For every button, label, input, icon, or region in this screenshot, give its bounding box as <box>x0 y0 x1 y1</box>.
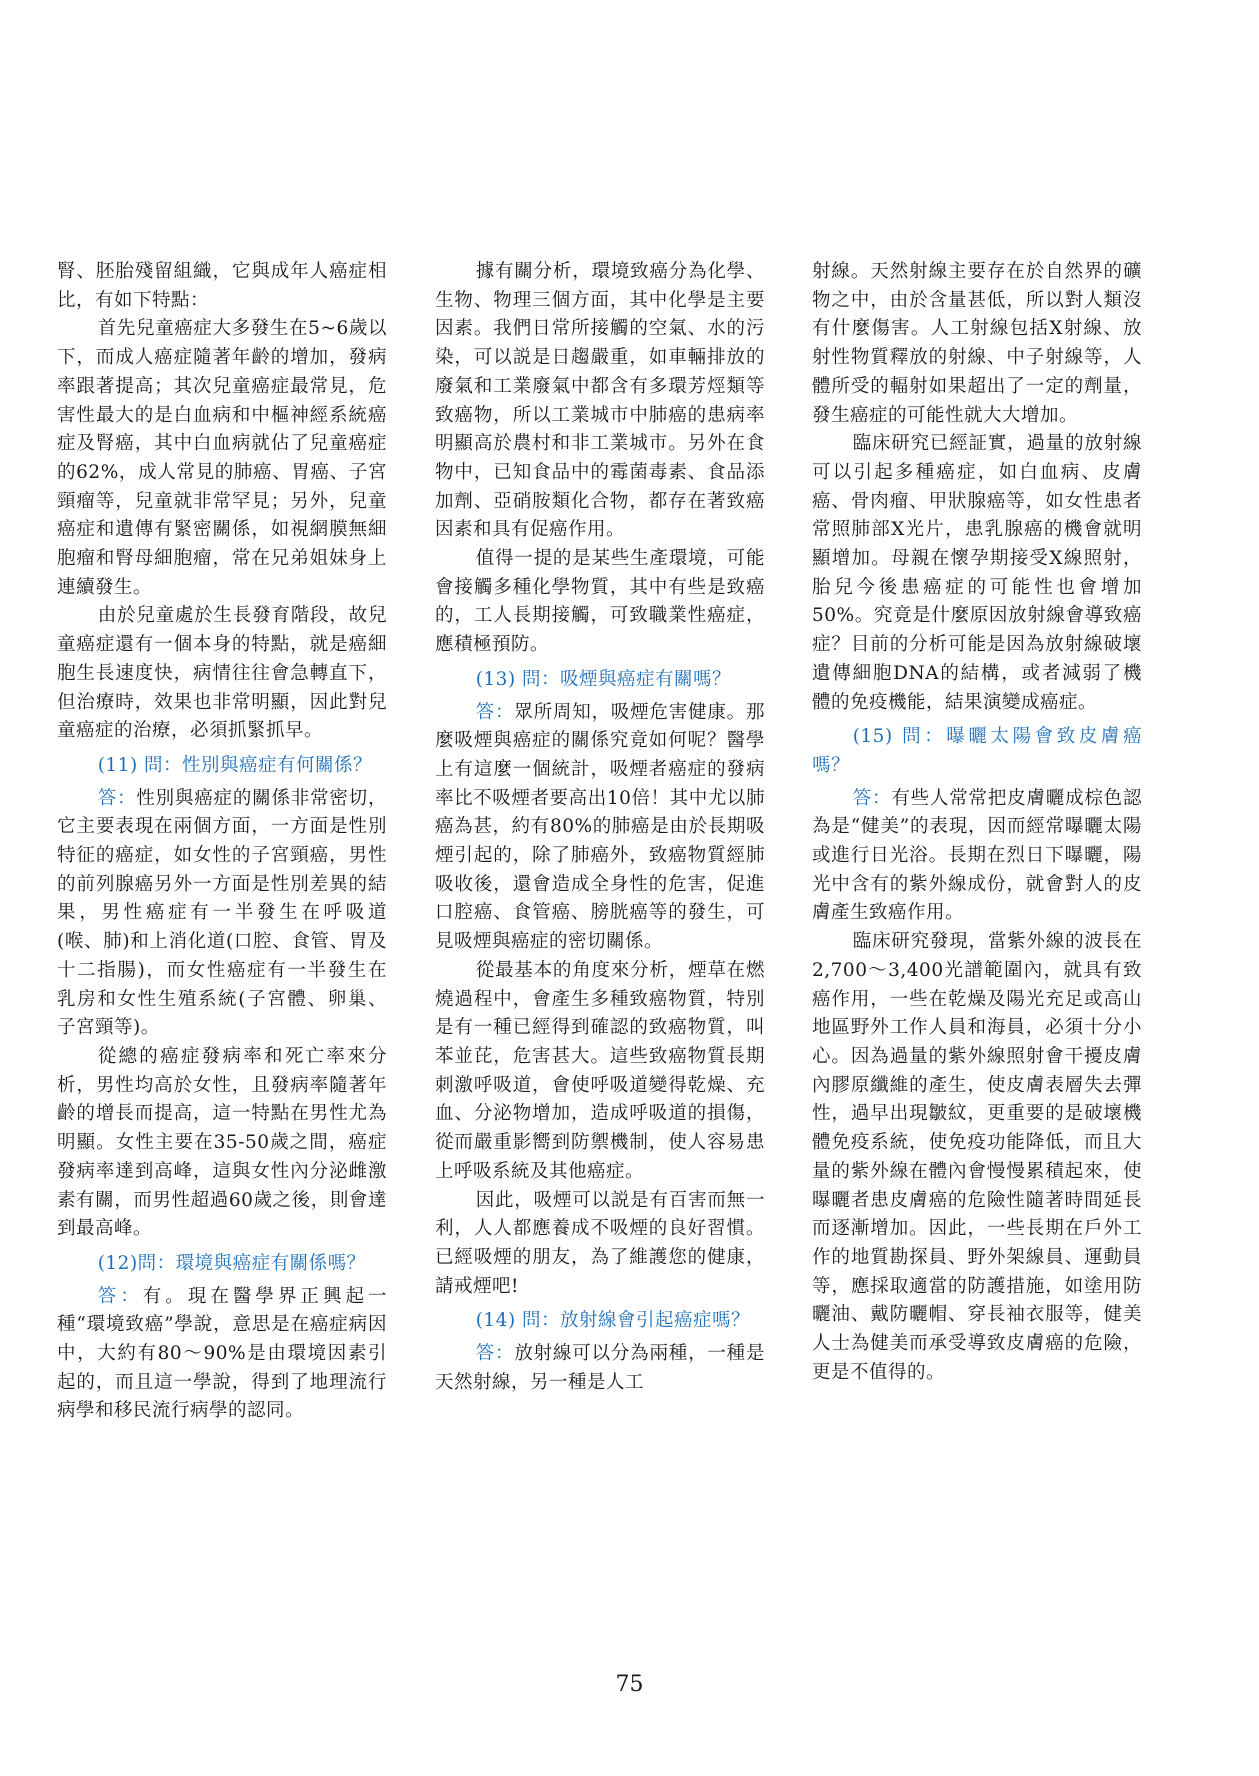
answer-text: 性別與癌症的關係非常密切，它主要表現在兩個方面，一方面是性別特征的癌症，如女性的子宮頸癌，男性的前列腺癌另外一方面是性別差異的結果，男性癌症有一半發生在呼吸道(喉、肺)和上消化道(口腔、食管、胃及十二指腸)，而女性癌症有一半發生在乳房和女性生殖系統(子宮體、卵巢、子宮頸等)。 <box>57 787 387 1039</box>
paragraph: 從最基本的角度來分析，煙草在燃燒過程中，會產生多種致癌物質，特別是有一種已經得到確認的致癌物質，叫苯並芘，危害甚大。這些致癌物質長期刺激呼吸道，會使呼吸道變得乾燥、充血、分泌物增加，造成呼吸道的損傷，從而嚴重影嚮到防禦機制，使人容易患上呼吸系統及其他癌症。 <box>435 959 765 1182</box>
paragraph: 據有關分析，環境致癌分為化學、生物、物理三個方面，其中化學是主要因素。我們日常所接觸的空氣、水的污染，可以説是日趨嚴重，如車輛排放的廢氣和工業廢氣中都含有多環芳烴類等致癌物，所以工業城市中肺癌的患病率明顯高於農村和非工業城市。另外在食物中，已知食品中的霉菌毒素、食品添加劑、亞硝胺類化合物，都存在著致癌因素和具有促癌作用。 <box>435 261 765 541</box>
paragraph: 射線。天然射線主要存在於自然界的礦物之中，由於含量甚低，所以對人類沒有什麼傷害。人工射線包括X射線、放射性物質釋放的射線、中子射線等，人體所受的輻射如果超出了一定的劑量，發生癌症的可能性就大大增加。 <box>812 261 1142 426</box>
answer-label: 答： <box>475 1343 515 1365</box>
question-heading-12: (12)問：環境與癌症有關係嗎？ <box>97 1252 366 1274</box>
text-column-1 <box>57 258 387 1426</box>
answer-paragraph-13 <box>435 699 765 957</box>
question-heading-11: (11) 問：性別與癌症有何關係？ <box>97 754 373 776</box>
paragraph: 因此，吸煙可以説是有百害而無一利，人人都應養成不吸煙的良好習慣。已經吸煙的朋友，為了維護您的健康，請戒煙吧! <box>435 1189 765 1297</box>
question-heading-15: (15) 問：曝曬太陽會致皮膚癌嗎？ <box>812 726 1142 776</box>
answer-text: 放射線可以分為兩種，一種是天然射線，另一種是人工 <box>435 1343 765 1393</box>
paragraph: 從總的癌症發病率和死亡率來分析，男性均高於女性，且發病率隨著年齡的增長而提高，這一特點在男性尤為明顯。女性主要在35-50歲之間，癌症發病率達到高峰，這與女性內分泌雌激素有關，而男性超過60歲之後，則會達到最高峰。 <box>57 1045 387 1240</box>
answer-label: 答： <box>852 787 892 809</box>
answer-text: 眾所周知，吸煙危害健康。那麼吸煙與癌症的關係究竟如何呢？醫學上有這麼一個統計，吸煙者癌症的發病率比不吸煙者要高出10倍！其中尤以肺癌為甚，約有80%的肺癌是由於長期吸煙引起的，除了肺癌外，致癌物質經肺吸收後，還會造成全身性的危害，促進口腔癌、食管癌、膀胱癌等的發生，可見吸煙與癌症的密切關係。 <box>435 701 765 953</box>
answer-paragraph-11 <box>57 785 387 1043</box>
paragraph: 臨床研究已經証實，過量的放射線可以引起多種癌症，如白血病、皮膚癌、骨肉瘤、甲狀腺癌等，如女性患者常照肺部X光片，患乳腺癌的機會就明顯增加。母親在懷孕期接受X線照射，胎兒今後患癌症的可能性也會增加50%。究竟是什麼原因放射線會導致癌症？目前的分析可能是因為放射線破壞遺傳細胞DNA的結構，或者減弱了機體的免疫機能，結果演變成癌症。 <box>812 433 1142 713</box>
paragraph: 臨床研究發現，當紫外線的波長在2,700～3,400光譜範圍內，就具有致癌作用，一些在乾燥及陽光充足或高山地區野外工作人員和海員，必須十分小心。因為過量的紫外線照射會干擾皮膚內膠原纖維的產生，使皮膚表層失去彈性，過早出現皺紋，更重要的是破壞機體免疫系統，使免疫功能降低，而且大量的紫外線在體內會慢慢累積起來，使曝曬者患皮膚癌的危險性隨著時間延長而逐漸增加。因此，一些長期在戶外工作的地質勘探員、野外架線員、運動員等，應採取適當的防護措施，如塗用防曬油、戴防曬帽、穿長袖衣服等，健美人士為健美而承受導致皮膚癌的危險，更是不值得的。 <box>812 931 1142 1383</box>
paragraph: 值得一提的是某些生產環境，可能會接觸多種化學物質，其中有些是致癌的，工人長期接觸，可致職業性癌症，應積極預防。 <box>435 548 765 656</box>
answer-text: 有。現在醫學界正興起一種“環境致癌”學說，意思是在癌症病因中，大約有80～90%是由環境因素引起的，而且這一學說，得到了地理流行病學和移民流行病學的認同。 <box>57 1285 387 1422</box>
answer-text: 有些人常常把皮膚曬成棕色認為是“健美”的表現，因而經常曝曬太陽或進行日光浴。長期在烈日下曝曬，陽光中含有的紫外線成份，就會對人的皮膚產生致癌作用。 <box>812 787 1142 924</box>
question-heading-14: (14) 問：放射線會引起癌症嗎？ <box>475 1310 751 1332</box>
text-column-3 <box>812 258 1142 1387</box>
page-number: 75 <box>615 1672 644 1697</box>
answer-label: 答： <box>97 787 137 809</box>
question-heading-13: (13) 問：吸煙與癌症有關嗎？ <box>475 668 732 690</box>
paragraph: 腎、胚胎殘留組織，它與成年人癌症相比，有如下特點： <box>57 261 387 311</box>
answer-paragraph-15 <box>812 785 1142 929</box>
text-column-2 <box>435 258 765 1397</box>
paragraph: 由於兒童處於生長發育階段，故兒童癌症還有一個本身的特點，就是癌細胞生長速度快，病情往往會急轉直下，但治療時，效果也非常明顯，因此對兒童癌症的治療，必須抓緊抓早。 <box>57 605 387 742</box>
answer-label: 答： <box>475 701 515 723</box>
paragraph: 首先兒童癌症大多發生在5~6歲以下，而成人癌症隨著年齡的增加，發病率跟著提高；其次兒童癌症最常見，危害性最大的是白血病和中樞神經系統癌症及腎癌，其中白血病就佔了兒童癌症的62%，成人常見的肺癌、胃癌、子宮頸瘤等，兒童就非常罕見；另外，兒童癌症和遺傳有緊密關係，如視網膜無細胞瘤和腎母細胞瘤，常在兄弟姐妹身上連續發生。 <box>57 318 387 598</box>
answer-paragraph-14 <box>435 1340 765 1397</box>
answer-paragraph-12 <box>57 1283 387 1427</box>
answer-label: 答： <box>97 1285 143 1307</box>
